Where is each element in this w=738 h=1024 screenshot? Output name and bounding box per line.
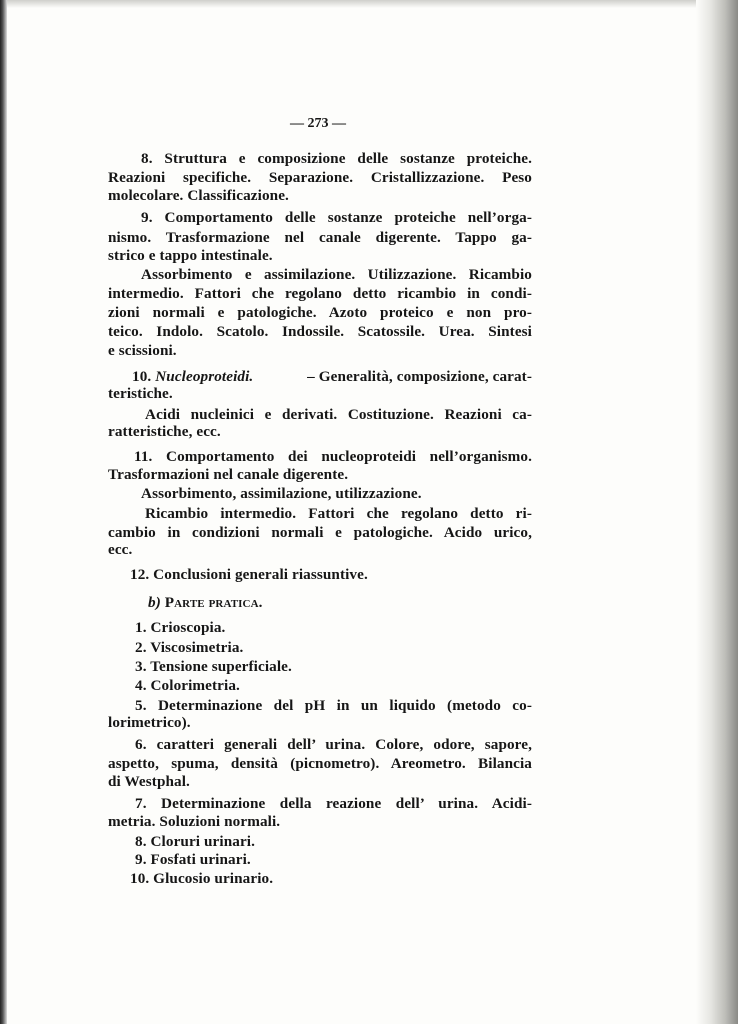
italic-title: Nucleoproteidi. <box>155 368 254 385</box>
text-line: 9. Comportamento delle sostanze proteiche nell’orga- <box>141 209 532 226</box>
scan-right-edge <box>696 0 738 1024</box>
text-line: ratteristiche, ecc. <box>108 423 221 440</box>
text-line: strico e tappo intestinale. <box>108 247 273 264</box>
list-item: 2. Viscosimetria. <box>135 639 244 656</box>
item-number: 10. <box>132 368 152 385</box>
text-line: Ricambio intermedio. Fattori che regolano detto ri- <box>145 505 532 522</box>
list-item: 3. Tensione superficiale. <box>135 658 292 675</box>
text-span: – Generalità, composizione, carat- <box>307 368 532 385</box>
text-line: e scissioni. <box>108 342 177 359</box>
section-10-heading <box>132 368 532 386</box>
section-title: Parte pratica. <box>164 594 263 611</box>
list-item: 6. caratteri generali dell’ urina. Colore, odore, sapore, <box>135 736 532 753</box>
text-line: aspetto, spuma, densità (picnometro). Areometro. Bilancia <box>108 755 532 772</box>
page-number: — 273 — <box>290 116 346 131</box>
scan-left-edge <box>0 0 7 1024</box>
text-line: Acidi nucleinici e derivati. Costituzione. Reazioni ca- <box>145 406 532 423</box>
text-line: Assorbimento, assimilazione, utilizzazione. <box>141 485 422 502</box>
list-item: 4. Colorimetria. <box>135 677 240 694</box>
section-heading-parte-pratica <box>148 594 572 612</box>
list-item: 9. Fosfati urinari. <box>135 851 251 868</box>
text-line: Assorbimento e assimilazione. Utilizzazione. Ricambio <box>141 266 532 283</box>
text-line: Trasformazioni nel canale digerente. <box>108 466 349 483</box>
text-line: nismo. Trasformazione nel canale digerente. Tappo ga- <box>108 229 532 246</box>
text-line: cambio in condizioni normali e patologiche. Acido urico, <box>108 524 532 541</box>
text-line: Reazioni specifiche. Separazione. Cristallizzazione. Peso <box>108 169 532 186</box>
list-item: 1. Crioscopia. <box>135 619 226 636</box>
list-item: 7. Determinazione della reazione dell’ urina. Acidi- <box>135 795 532 812</box>
list-item: 5. Determinazione del pH in un liquido (metodo co- <box>135 697 532 714</box>
text-line: 11. Comportamento dei nucleoproteidi nell’organismo. <box>134 448 532 465</box>
list-item: 8. Cloruri urinari. <box>135 833 256 850</box>
text-line: zioni normali e patologiche. Azoto proteico e non pro- <box>108 304 532 321</box>
text-line: molecolare. Classificazione. <box>108 187 289 204</box>
text-line: teico. Indolo. Scatolo. Indossile. Scatossile. Urea. Sintesi <box>108 323 532 340</box>
text-line: 12. Conclusioni generali riassuntive. <box>130 566 368 583</box>
text-line: di Westphal. <box>108 773 190 790</box>
text-line: metria. Soluzioni normali. <box>108 813 281 830</box>
text-line: intermedio. Fattori che regolano detto ricambio in condi- <box>108 285 532 302</box>
text-line: 8. Struttura e composizione delle sostanze proteiche. <box>141 150 532 167</box>
list-item: 10. Glucosio urinario. <box>130 870 274 887</box>
section-letter: b) <box>148 594 161 611</box>
scan-top-edge <box>0 0 738 8</box>
text-line: teristiche. <box>108 385 173 402</box>
text-line: ecc. <box>108 541 133 558</box>
text-line: lorimetrico). <box>108 714 191 731</box>
